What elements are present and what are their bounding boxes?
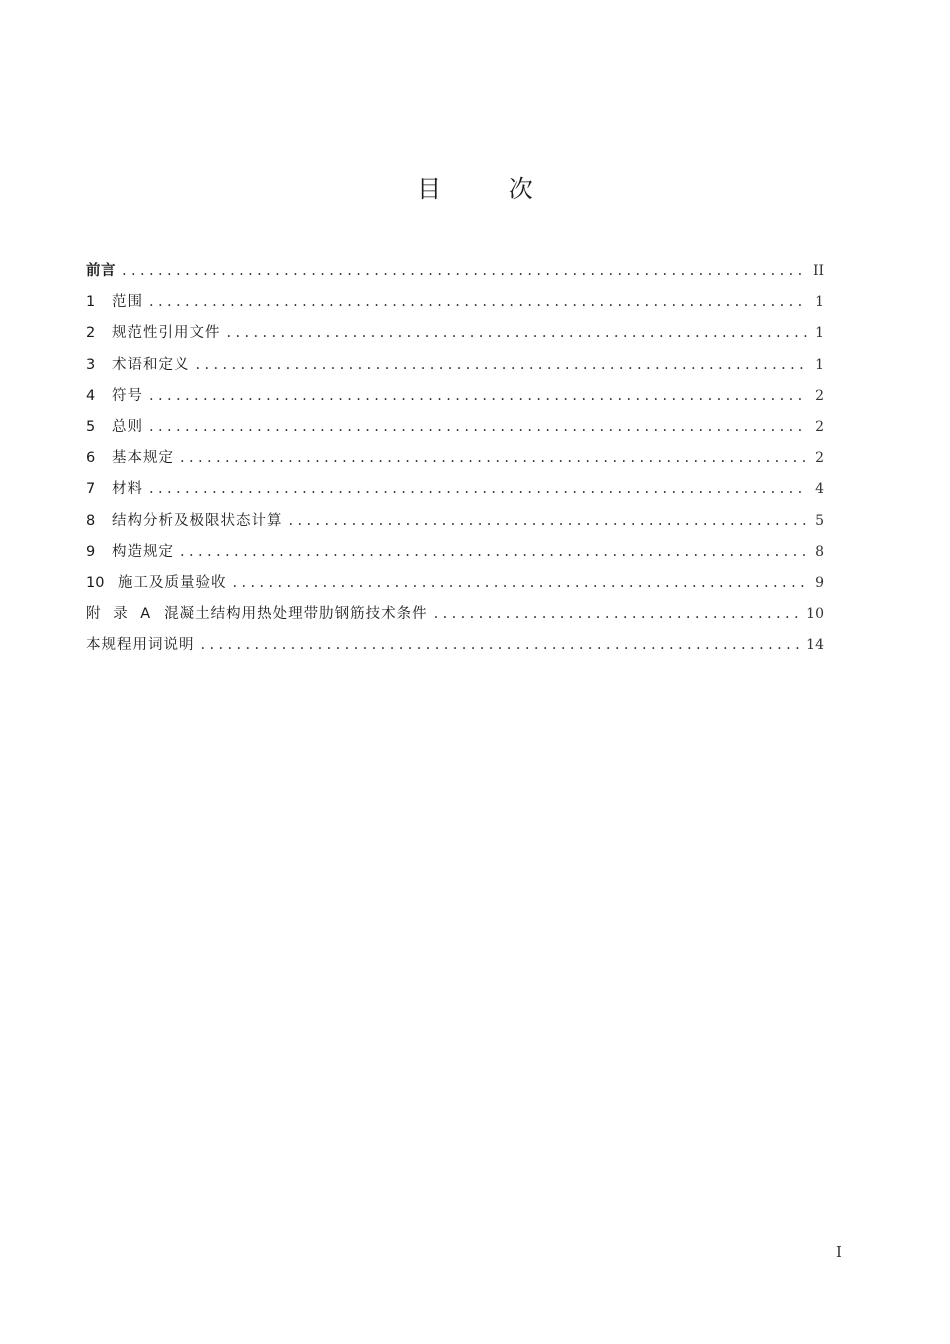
toc-entry-label: 施工及质量验收 <box>118 574 227 591</box>
toc-leader-dots <box>289 509 809 533</box>
toc-entry-terminology[interactable] <box>86 633 824 664</box>
toc-entry-label: 结构分析及极限状态计算 <box>112 512 283 529</box>
toc-entry-page: 5 <box>815 512 824 529</box>
toc-entry-page: 9 <box>815 574 824 591</box>
toc-entry-10[interactable] <box>86 571 824 602</box>
toc-entry-page: 2 <box>815 418 824 435</box>
toc-entry-number: 8 <box>86 512 96 529</box>
toc-entry-label: 规范性引用文件 <box>112 325 221 342</box>
toc-entry-label: 范围 <box>112 294 143 311</box>
table-of-contents <box>86 259 824 664</box>
toc-entry-page: 1 <box>815 356 824 373</box>
toc-entry-number: 6 <box>86 450 96 467</box>
toc-entry-label: 术语和定义 <box>112 356 190 373</box>
toc-leader-dots <box>233 571 809 595</box>
toc-entry-number: 5 <box>86 418 96 435</box>
toc-entry-label: 构造规定 <box>112 543 174 560</box>
toc-leader-dots <box>149 384 808 408</box>
toc-entry-page: 10 <box>806 606 824 623</box>
page-number: I <box>836 1243 842 1261</box>
toc-entry-label: 材料 <box>112 481 143 498</box>
toc-leader-dots <box>149 415 808 439</box>
toc-entry-7[interactable] <box>86 477 824 508</box>
toc-entry-label: 符号 <box>112 387 143 404</box>
toc-entry-number: 7 <box>86 481 96 498</box>
toc-entry-4[interactable] <box>86 384 824 415</box>
toc-entry-number: 附 录 A <box>86 606 155 623</box>
toc-entry-page: 1 <box>815 294 824 311</box>
toc-entry-label: 本规程用词说明 <box>86 637 195 654</box>
toc-entry-appendix-a[interactable] <box>86 602 824 633</box>
toc-leader-dots <box>149 290 808 314</box>
toc-entry-3[interactable] <box>86 353 824 384</box>
toc-entry-page: 2 <box>815 387 824 404</box>
page-title: 目 次 <box>417 175 563 203</box>
toc-entry-page: 4 <box>815 481 824 498</box>
toc-entry-number: 2 <box>86 325 96 342</box>
toc-leader-dots <box>180 540 808 564</box>
toc-entry-page: 1 <box>815 325 824 342</box>
toc-entry-9[interactable] <box>86 540 824 571</box>
toc-entry-5[interactable] <box>86 415 824 446</box>
toc-entry-label: 前言 <box>86 263 116 279</box>
toc-leader-dots <box>149 477 808 501</box>
toc-leader-dots <box>434 602 801 626</box>
toc-entry-number: 9 <box>86 543 96 560</box>
toc-entry-number: 3 <box>86 356 96 373</box>
toc-entry-foreword[interactable] <box>86 259 824 290</box>
toc-entry-8[interactable] <box>86 509 824 540</box>
toc-entry-label: 混凝土结构用热处理带肋钢筋技术条件 <box>164 606 428 623</box>
toc-entry-6[interactable] <box>86 446 824 477</box>
toc-entry-page: 14 <box>806 637 824 654</box>
toc-entry-1[interactable] <box>86 290 824 321</box>
toc-leader-dots <box>227 321 809 345</box>
toc-entry-label: 基本规定 <box>112 450 174 467</box>
toc-entry-number: 1 <box>86 294 96 311</box>
toc-entry-label: 总则 <box>112 418 143 435</box>
toc-entry-number: 4 <box>86 387 96 404</box>
toc-entry-page: II <box>812 263 824 279</box>
toc-entry-2[interactable] <box>86 321 824 352</box>
toc-entry-page: 8 <box>815 543 824 560</box>
toc-leader-dots <box>180 446 808 470</box>
toc-leader-dots <box>122 259 807 283</box>
toc-leader-dots <box>196 353 809 377</box>
toc-leader-dots <box>201 633 801 657</box>
toc-entry-number: 10 <box>86 574 105 591</box>
toc-entry-page: 2 <box>815 450 824 467</box>
